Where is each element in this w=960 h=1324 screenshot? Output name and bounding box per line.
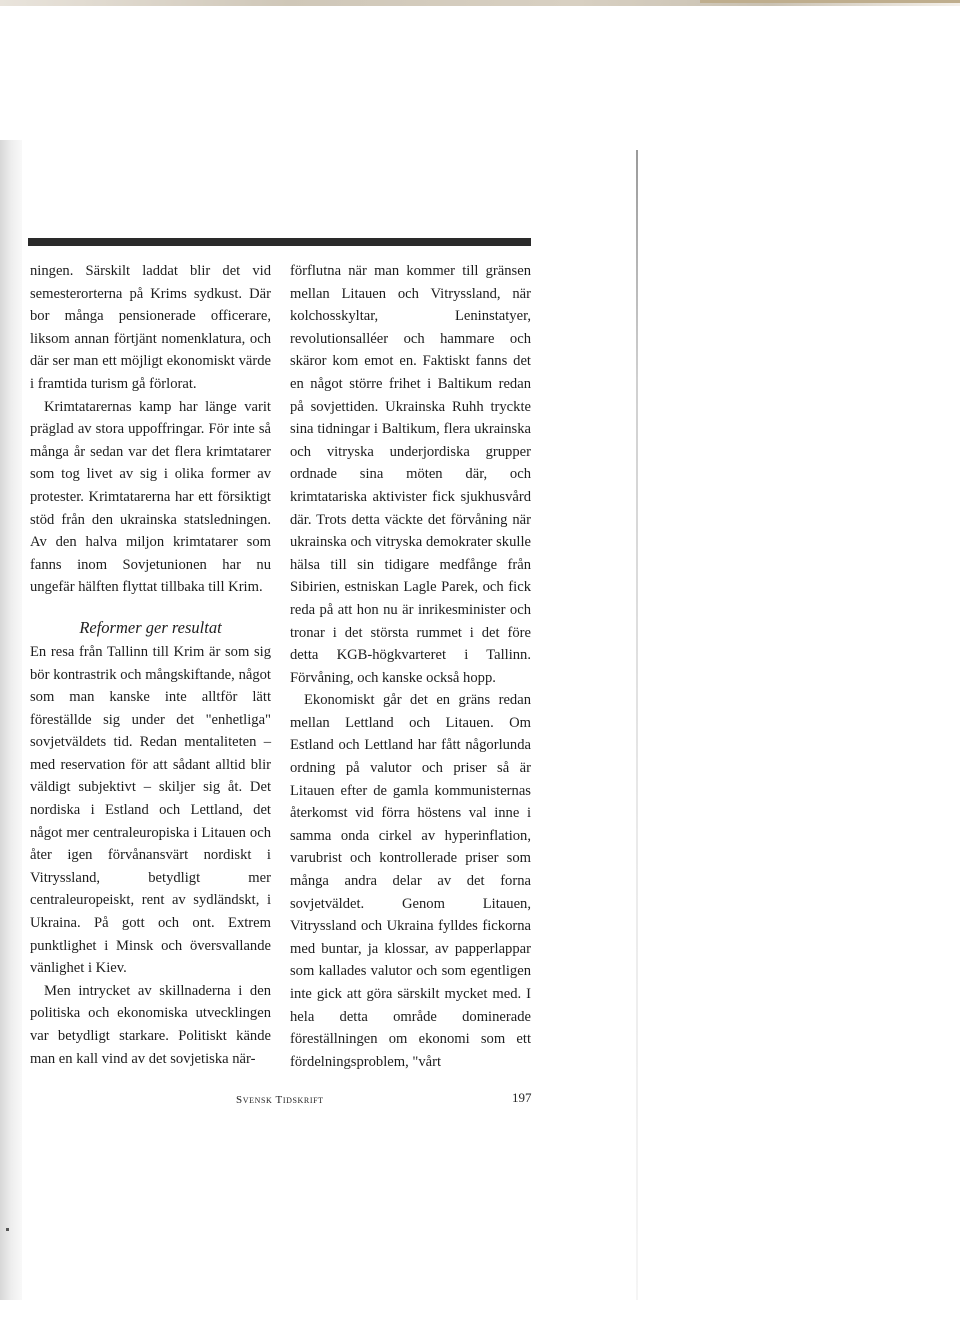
left-paragraph-4: Men intrycket av skillnaderna i den politiska och ekonomiska utvecklingen var betydligt starkare. Politiskt kände man en kall vind av det sovjetiska när- — [30, 982, 271, 1067]
right-paragraph-2: Ekonomiskt går det en gräns redan mellan Lettland och Litauen. Om Estland och Lettland har fått någorlunda ordning på valutor och priser så är Litauen efter de gamla kommunisternas återkomst vid förra höstens val inne i samma onda cirkel av hyperinflation, varubrist och kontrollerade priser som många andra delar av det forna sovjetväldet. Genom Litauen, Vitryssland och Ukraina fylldes fickorna med buntar, ja klossar, av papperlappar som kallades valutor och som egentligen inte gick att göra särskilt mycket med. I hela detta område dominerade föreställningen om ekonomi som ett fördelningsproblem, "vårt — [290, 692, 531, 1070]
right-column — [290, 260, 531, 1073]
footer-page-number: 197 — [512, 1090, 532, 1105]
left-paragraph-1: ningen. Särskilt laddat blir det vid semesterorterna på Krims sydkust. Där bor många pensionerade officerare, liksom annan förtjänt nomenklatura, och där ser man ett möjligt ekonomiskt värde i framtida turism gå förlorat. — [30, 263, 271, 392]
right-paragraph-1: förflutna när man kommer till gränsen mellan Litauen och Vitryssland, när kolchosskyltar, Leninstatyer, revolutionsalléer och hammare och skäror kom emot en. Faktiskt fanns det en något större frihet i Baltikum redan på sovjettiden. Ukrainska Ruhh tryckte sina tidningar i Baltikum, flera ukrainska och vitryska underjordiska grupper ordnade sina möten där, och krimtatariska aktivister fick sjukhusvård där. Trots detta väckte det förvåning när ukrainska och vitryska demokrater skulle hälsa till sin tidigare medfånge från Sibirien, estniskan Lagle Parek, och fick reda på att hon nu är inrikesminister och tronar i det största rummet i det före detta KGB-högkvarteret i Tallinn. Förvåning, och kanske också hopp. — [290, 263, 531, 686]
left-paragraph-3: En resa från Tallinn till Krim är som sig bör kontrastrik och mångskiftande, något som man kanske inte alltför lätt föreställde sig under det "enhetliga" sovjetväldets tid. Redan mentaliteten – med reservation för att sådant alltid blir väldigt subjektivt – skiljer sig åt. Det nordiska i Estland och Lettland, det något mer centraleuropiska i Litauen och åter igen förvånansvärt nordiskt i Vitryssland, betydligt mer centraleuropeiskt, rent av sydländskt, i Ukraina. På gott och ont. Extrem punktlighet i Minsk och översvallande vänlighet i Kiev. — [30, 643, 271, 977]
left-column — [30, 260, 271, 1070]
footer-journal-name: Svensk Tidskrift — [236, 1094, 324, 1106]
scan-dot — [6, 1228, 9, 1231]
section-subheading: Reformer ger resultat — [79, 617, 222, 637]
left-paragraph-2: Krimtatarernas kamp har länge varit präglad av stora uppoffringar. För inte så många år sedan var det flera krimtatarer som tog livet av sig i olika former av protester. Krimtatarerna har ett försiktigt stöd från den ukrainska statsledningen. Av den halva miljon krimtatarer som fanns inom Sovjetunionen har nu ungefär hälften flyttat tillbaka till Krim. — [30, 398, 271, 596]
top-rule — [28, 238, 531, 246]
scan-left-edge — [0, 140, 22, 1300]
scan-right-edge — [636, 150, 638, 1300]
scan-top-mark — [700, 0, 960, 3]
